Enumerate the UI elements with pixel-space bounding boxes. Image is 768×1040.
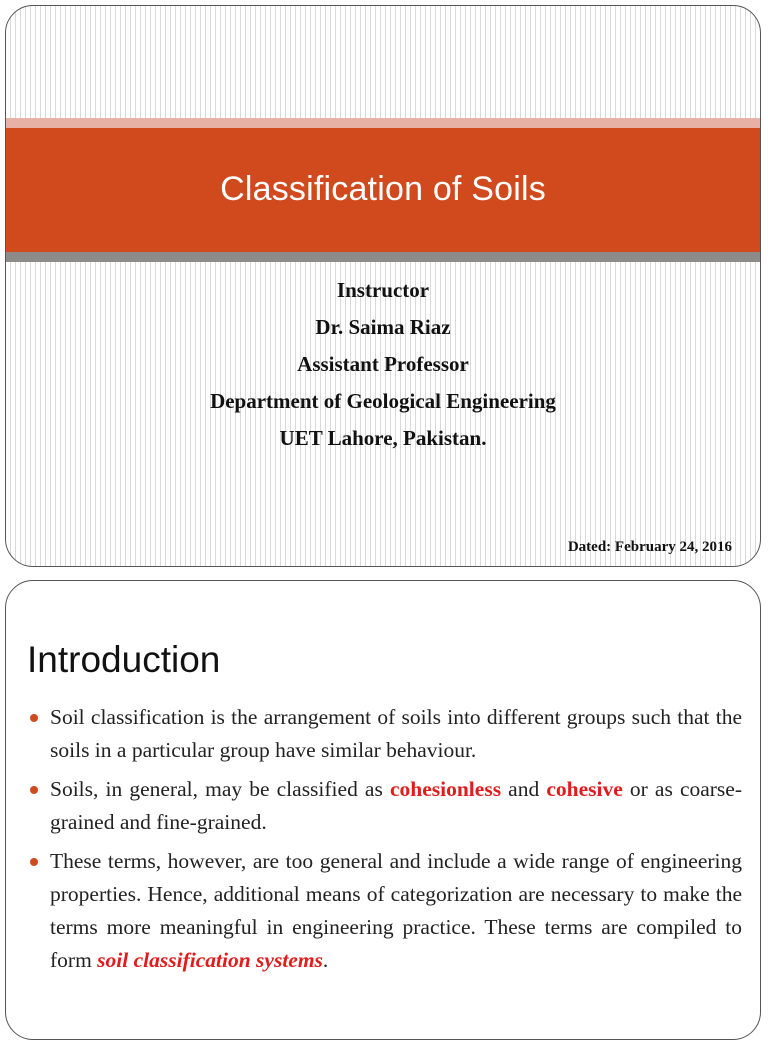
bullet-item [28,845,742,977]
instructor-name: Dr. Saima Riaz [315,315,451,339]
term-soil-classification-systems: soil classification systems [97,948,323,972]
instructor-label: Instructor [336,278,430,302]
date-label: Dated: February 24, 2016 [567,539,732,555]
instructor-university: UET Lahore, Pakistan. [279,426,487,450]
title-band-bottom-stripe [6,252,760,262]
bullet-dot-icon [30,786,38,794]
bullet-text-pre: These terms, however, are too general and include a wide range of engineering properties. Hence, additional means of categorization are necessary to make the terms more meaningful in engineering practice. These terms are compiled to form [50,849,742,972]
title-band-top-stripe [6,118,760,128]
bullet-dot-icon [30,858,38,866]
bullet-text-pre: Soils, in general, may be classified as [50,777,390,801]
instructor-department: Department of Geological Engineering [210,389,556,413]
term-cohesionless: cohesionless [389,777,502,801]
term-cohesive: cohesive [546,777,623,801]
bullet-item [28,701,742,767]
slide-heading: Introduction [27,639,221,680]
bullet-text-mid: and [501,777,547,801]
bullet-text: Soil classification is the arrangement of soils into different groups such that the soils in a particular group have similar behaviour. [50,705,742,762]
bullet-text-post: or as coarse-grained and fine-grained. [50,777,743,834]
bullet-text-post: . [322,948,329,972]
bullet-item [28,773,742,839]
title-band [6,128,760,252]
title-slide [5,5,761,567]
slide-title: Classification of Soils [220,169,546,208]
bullet-dot-icon [30,714,38,722]
instructor-position: Assistant Professor [297,352,469,376]
instructor-info [6,272,760,457]
bullet-list [28,701,742,983]
introduction-slide [5,580,761,1040]
